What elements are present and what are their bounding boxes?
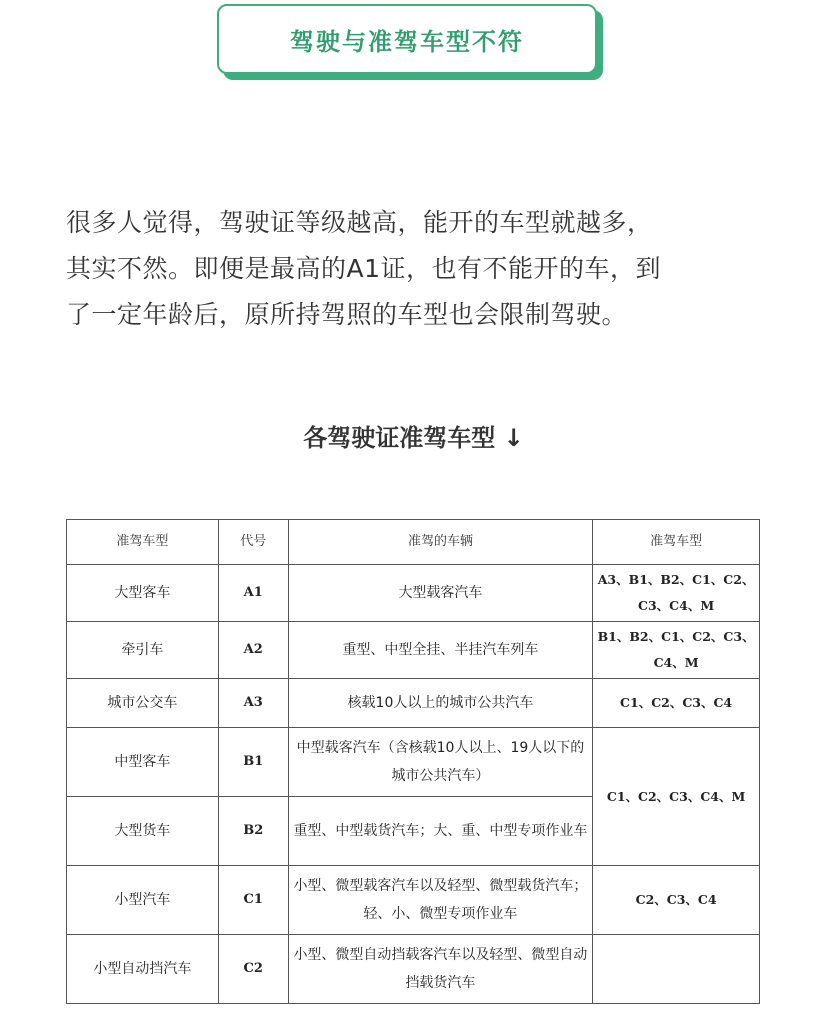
table-row (67, 935, 760, 1004)
table-row (67, 728, 760, 797)
cell-vehicles: 中型载客汽车（含核载10人以上、19人以下的城市公共汽车） (288, 728, 593, 797)
table-row (67, 866, 760, 935)
header-cell: 准驾车型 (593, 520, 760, 565)
table-row (67, 622, 760, 679)
cell-vehicles: 小型、微型载客汽车以及轻型、微型载货汽车；轻、小、微型专项作业车 (288, 866, 593, 935)
table-subtitle: 各驾驶证准驾车型 ↓ (303, 424, 524, 452)
cell-allowed: B1、B2、C1、C2、C3、C4、M (593, 622, 760, 679)
cell-allowed: A3、B1、B2、C1、C2、C3、C4、M (593, 565, 760, 622)
cell-type: 中型客车 (67, 728, 219, 797)
cell-code: A2 (218, 622, 288, 679)
cell-type: 牵引车 (67, 622, 219, 679)
cell-code: B1 (218, 728, 288, 797)
header-cell: 准驾的车辆 (288, 520, 593, 565)
cell-allowed: C1、C2、C3、C4 (593, 679, 760, 728)
cell-type: 小型自动挡汽车 (67, 935, 219, 1004)
intro-paragraph (66, 200, 786, 338)
license-class-table (66, 519, 760, 1004)
cell-type: 小型汽车 (67, 866, 219, 935)
header-cell: 代号 (218, 520, 288, 565)
cell-allowed: C2、C3、C4 (593, 866, 760, 935)
table-header-row (67, 520, 760, 565)
intro-line: 其实不然。即便是最高的A1证，也有不能开的车，到 (66, 254, 662, 283)
table-row (67, 565, 760, 622)
cell-code: B2 (218, 797, 288, 866)
table-row (67, 679, 760, 728)
intro-line: 很多人觉得，驾驶证等级越高，能开的车型就越多， (66, 208, 653, 237)
cell-type: 大型客车 (67, 565, 219, 622)
cell-code: C2 (218, 935, 288, 1004)
cell-code: C1 (218, 866, 288, 935)
cell-vehicles: 大型载客汽车 (288, 565, 593, 622)
cell-allowed: C1、C2、C3、C4、M (593, 728, 760, 866)
section-title: 驾驶与准驾车型不符 (217, 4, 597, 74)
cell-vehicles: 核载10人以上的城市公共汽车 (288, 679, 593, 728)
cell-vehicles: 重型、中型全挂、半挂汽车列车 (288, 622, 593, 679)
intro-line: 了一定年龄后，原所持驾照的车型也会限制驾驶。 (66, 300, 628, 329)
cell-type: 城市公交车 (67, 679, 219, 728)
cell-allowed (593, 935, 760, 1004)
cell-type: 大型货车 (67, 797, 219, 866)
cell-vehicles: 小型、微型自动挡载客汽车以及轻型、微型自动挡载货汽车 (288, 935, 593, 1004)
cell-vehicles: 重型、中型载货汽车；大、重、中型专项作业车 (288, 797, 593, 866)
cell-code: A3 (218, 679, 288, 728)
header-cell: 准驾车型 (67, 520, 219, 565)
cell-code: A1 (218, 565, 288, 622)
